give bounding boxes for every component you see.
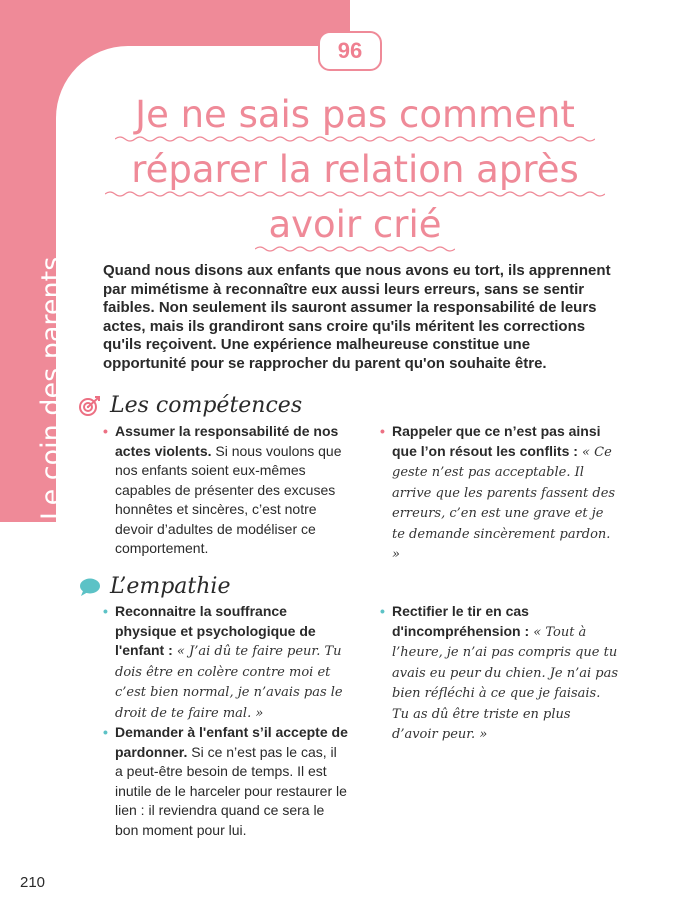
section-heading-competences-label: Les compétences: [110, 393, 303, 418]
bullet: •: [103, 603, 108, 619]
bullet: •: [380, 603, 385, 619]
page-number: 210: [20, 874, 46, 891]
item-text: Si ce n’est pas le cas, il a peut-être besoin de temps. Il est inutile de le harceler pour restaurer le lien : il reviendra quand ce sera le bon moment pour lui.: [115, 743, 347, 838]
title-line-1: Je ne sais pas comment: [135, 93, 575, 136]
item-quote: « Tout à l’heure, je n’ai pas compris que tu avais eu peur du chien. Je n’ai pas bien réfléchi à ce que je faisais. Tu as dû être triste en plus d’avoir peur. »: [392, 624, 619, 742]
bullet: •: [380, 423, 385, 439]
item-text: Si nous voulons que nos enfants soient eux-mêmes capables de présenter des excuses honnêtes et sincères, c’est notre devoir d’adultes de modéliser ce comportement.: [115, 442, 342, 556]
competences-left-column: [103, 422, 343, 559]
speech-bubble-icon: [78, 576, 102, 598]
item-quote: « J’ai dû te faire peur. Tu dois être en colère contre moi et c’est bien normal, je n’avais pas le droit de te faire mal. »: [115, 644, 343, 721]
list-item: [380, 602, 620, 745]
bullet: •: [103, 423, 108, 439]
title-line-2: réparer la relation après: [131, 148, 579, 191]
item-bold: Rectifier le tir en cas d'incompréhension :: [392, 603, 530, 639]
section-heading-empathie-label: L’empathie: [110, 574, 231, 599]
top-right-white: [350, 0, 700, 46]
page-title: [90, 88, 620, 253]
bullet: •: [103, 724, 108, 740]
list-item: [103, 422, 343, 559]
list-item: [103, 723, 348, 840]
item-bold: Rappeler que ce n’est pas ainsi que l’on résout les conflits :: [392, 423, 601, 459]
title-line-3: avoir crié: [268, 203, 442, 246]
list-item: [380, 422, 620, 565]
item-bold: Demander à l'enfant s’il accepte de pardonner.: [115, 724, 348, 760]
item-bold: Assumer la responsabilité de nos actes violents.: [115, 423, 339, 459]
chapter-number-badge: 96: [318, 31, 382, 71]
item-bold: Reconnaitre la souffrance physique et psychologique de l'enfant :: [115, 603, 316, 658]
target-icon: [78, 395, 102, 417]
intro-paragraph: Quand nous disons aux enfants que nous avons eu tort, ils apprennent par mimétisme à reconnaître eux aussi leurs erreurs, sans se sentir faibles. Non seulement ils sauront assumer la responsabilité de leurs actes, mais ils grandiront sans croire qu'ils méritent les corrections qu'ils reçoivent. Une expérience malheureuse constitue une opportunité pour se rapprocher du parent qu'on souhaite être.: [103, 262, 611, 372]
list-item: [103, 602, 348, 723]
section-heading-competences: [78, 393, 302, 418]
item-quote: « Ce geste n’est pas acceptable. Il arrive que les parents fassent des erreurs, c’en est une grave et je te demande sincèrement pardon. »: [392, 444, 616, 562]
section-heading-empathie: [78, 574, 230, 599]
empathie-left-column: [103, 602, 348, 840]
empathie-right-column: [380, 602, 620, 745]
side-section-title: Le coin des parents: [36, 256, 67, 520]
competences-right-column: [380, 422, 620, 565]
